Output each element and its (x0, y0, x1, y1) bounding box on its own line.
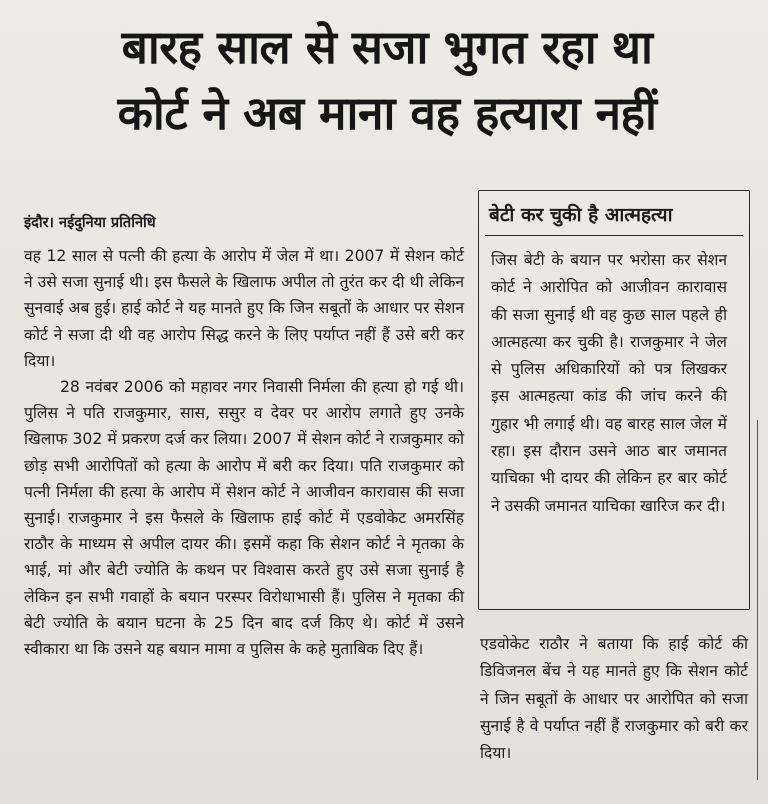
article-continuation: एडवोकेट राठौर ने बताया कि हाई कोर्ट की डिविजनल बेंच ने यह मानते हुए कि सेशन कोर्ट ने जिन सबूतों के आधार पर आरोपित को सजा सुनाई है वे पर्याप्त नहीं हैं राजकुमार को बरी कर दिया। (480, 635, 748, 763)
sidebar-title: बेटी कर चुकी है आत्महत्या (489, 204, 673, 226)
adjacent-column-edge (757, 420, 768, 780)
headline-line-2: कोर्ट ने अब माना वह हत्यारा नहीं (117, 86, 657, 140)
article-paragraph-2: 28 नवंबर 2006 को महावर नगर निवासी निर्मला की हत्या हो गई थी। पुलिस ने पति राजकुमार, सास, ससुर व देवर पर आरोप लगाते हुए उनके खिलाफ 302 में प्रकरण दर्ज कर लिया। 2007 में सेशन कोर्ट ने राजकुमार को छोड़ सभी आरोपितों को हत्या के आरोप में बरी कर दिया। पति राजकुमार को पत्नी निर्मला की हत्या के आरोप में सेशन कोर्ट ने आजीवन कारावास की सजा सुनाई। राजकुमार ने इस फैसले के खिलाफ हाई कोर्ट में एडवोकेट अमरसिंह राठौर के माध्यम से अपील दायर की। इसमें कहा कि सेशन कोर्ट ने मृतका के भाई, मां और बेटी ज्योति के कथन पर विश्वास करते हुए उसे सजा सुनाई है लेकिन इन सभी गवाहों के बयान परस्पर विरोधाभासी हैं। पुलिस ने मृतका की बेटी ज्योति के बयान घटना के 25 दिन बाद दर्ज किए थे। कोर्ट में उसने स्वीकारा था कि उसने यह बयान मामा व पुलिस के कहे मुताबिक दिए हैं। (24, 378, 464, 659)
article-paragraph-1: वह 12 साल से पत्नी की हत्या के आरोप में जेल में था। 2007 में सेशन कोर्ट ने उसे सजा सुनाई थी। इस फैसले के खिलाफ अपील तो तुरंत कर दी थी लेकिन सुनवाई अब हुई। हाई कोर्ट ने यह मानते हुए कि जिन सबूतों के आधार पर सेशन कोर्ट ने सजा दी थी वह आरोप सिद्ध करने के लिए पर्याप्त नहीं हैं उसे बरी कर दिया। (24, 247, 464, 370)
dateline: इंदौर। नईदुनिया प्रतिनिधि (24, 215, 156, 231)
article-body (24, 243, 464, 662)
sidebar-divider (485, 235, 743, 236)
headline (22, 14, 752, 146)
headline-line-1: बारह साल से सजा भुगत रहा था (121, 20, 653, 74)
sidebar-body: जिस बेटी के बयान पर भरोसा कर सेशन कोर्ट ने आरोपित को आजीवन कारावास की सजा सुनाई थी वह कुछ साल पहले ही आत्महत्या कर चुकी है। राजकुमार ने जेल से पुलिस अधिकारियों को पत्र लिखकर इस आत्महत्या कांड की जांच करने की गुहार भी लगाई थी। वह बारह साल जेल में रहा। इस दौरान उसने आठ बार जमानत याचिका भी दायर की लेकिन हर बार कोर्ट ने उसकी जमानत याचिका खारिज कर दी। (491, 251, 727, 515)
sidebar-box (478, 190, 750, 610)
